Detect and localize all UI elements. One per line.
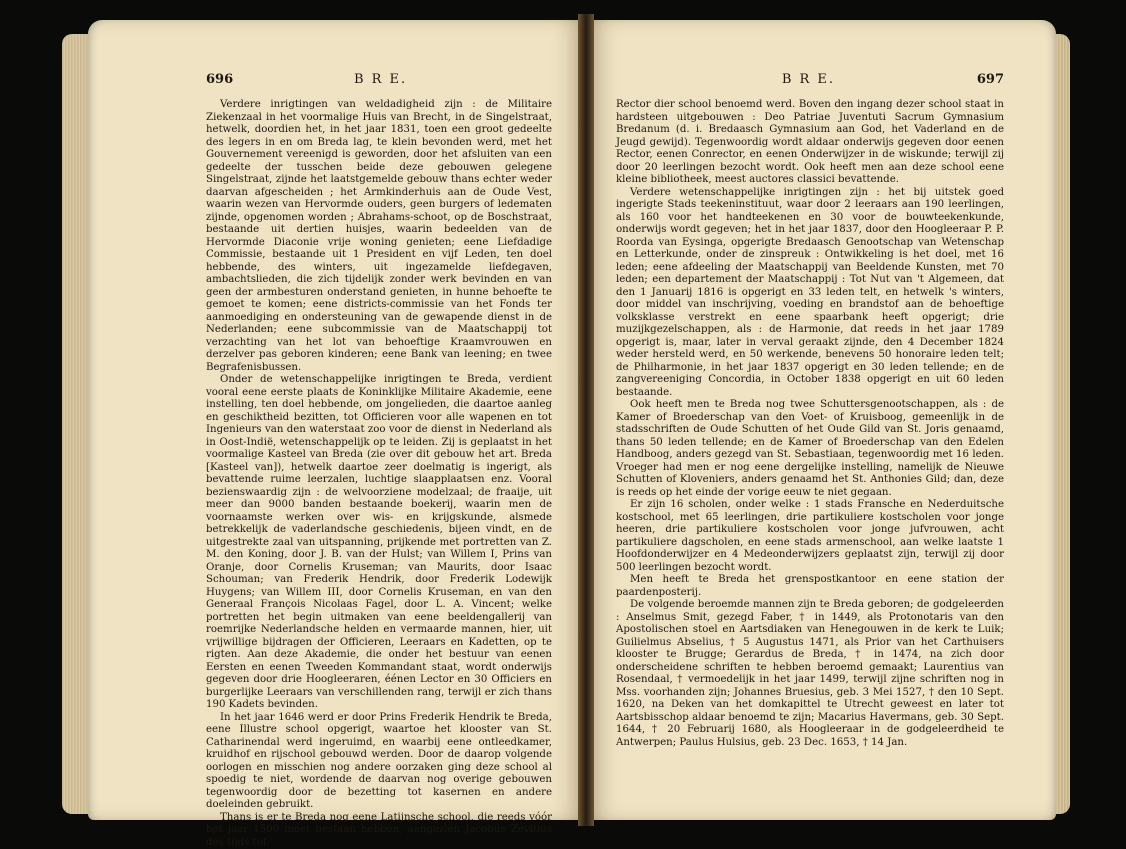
book-spine xyxy=(578,14,594,826)
running-head-left: B R E. xyxy=(354,72,407,87)
right-page xyxy=(586,20,1056,820)
page-number-right: 697 xyxy=(977,72,1004,87)
paragraph: Rector dier school benoemd werd. Boven den ingang dezer school staat in hardsteen uitgebouwen : Deo Patriae Juventuti Sacrum Gymnasium Bredanum (d. i. Bredaasch Gymnasium aan God, het Vaderland en de Jeugd gewijd). Tegenwoordig wordt aldaar onderwijs gegeven door eenen Rector, eenen Conrector, en eenen Onderwijzer in de wiskunde; terwijl zij door 20 leerlingen bezocht wordt. Ook heeft men aan deze school eene kleine bibliotheek, meest auctores classici bevattende. xyxy=(616,99,1004,187)
running-head-right: B R E. xyxy=(782,72,835,87)
running-header-left xyxy=(206,72,552,87)
paragraph: Ook heeft men te Breda nog twee Schuttersgenootschappen, als : de Kamer of Broederschap van den Voet- of Kruisboog, gemeenlijk in de stadsschriften de Oude Schutten of het Oude Gild van St. Joris genaamd, thans 50 leden tellende; en de Kamer of Broederschap van den Edelen Handboog, anders gezegd van St. Sebastiaan, tegenwoordig met 16 leden. Vroeger had men er nog eene dergelijke instelling, namelijk de Nieuwe Schutten of Kloveniers, anders genaamd het St. Anthonies Gild; dan, deze is reeds op het einde der vorige eeuw te niet gegaan. xyxy=(616,399,1004,499)
paragraph: Onder de wetenschappelijke inrigtingen te Breda, verdient vooral eene eerste plaats de Koninklijke Militaire Akademie, eene instelling, ten doel hebbende, om jongelieden, die daartoe aanleg en geschiktheid bezitten, tot Officieren voor alle wapenen en tot Ingenieurs van den waterstaat zoo voor de dienst in Nederland als in Oost-Indië, wetenschappelijk op te leiden. Zij is geplaatst in het voormalige Kasteel van Breda (zie over dit gebouw het art. Breda [Kasteel van]), hetwelk daartoe zeer doelmatig is ingerigt, als bevattende ruime leerzalen, luchtige slaapplaatsen enz. Vooral bezienswaardig zijn : de welvoorziene modelzaal; de fraaije, uit meer dan 9000 banden bestaande boekerij, waarin men de voornaamste werken over wis- en krijgskunde, alsmede betrekkelijk de vaderlandsche geschiedenis, bijeen vindt, en de uitgestrekte zaal van uitspanning, prijkende met portretten van Z. M. den Koning, door J. B. van der Hulst; van Willem I, Prins van Oranje, door Cornelis Kruseman; van Maurits, door Isaac Schouman; van Frederik Hendrik, door Frederik Lodewijk Huygens; van Willem III, door Cornelis Kruseman, en van den Generaal François Nicolaas Fagel, door L. A. Vincent; welke portretten het begin uitmaken van eene beeldengallerij van roemrijke Nederlandsche helden en vermaarde mannen, hier, uit vrijwillige bijdragen der Officieren, Leeraars en Kadetten, op te rigten. Aan deze Akademie, die onder het bestuur van eenen Eersten en eenen Tweeden Kommandant staat, wordt onderwijs gegeven door drie Hoogleeraren, éénen Lector en 30 Officiers en burgerlijke Leeraars van verschillenden rang, terwijl er zich thans 190 Kadets bevinden. xyxy=(206,374,552,712)
right-page-text xyxy=(616,99,1004,749)
paragraph: In het jaar 1646 werd er door Prins Frederik Hendrik te Breda, eene Illustre school opgerigt, waartoe het klooster van St. Catharinendal werd ingeruimd, en waarbij eene ontleedkamer, kruidhof en rijschool gebouwd werden. Door de daarop volgende oorlogen en misschien nog andere oorzaken ging deze school al spoedig te niet, wordende de daarvan nog overige gebouwen tegenwoordig door de bezetting tot kasernen en andere doeleinden gebruikt. xyxy=(206,712,552,812)
left-page-text xyxy=(206,99,552,849)
paragraph: Verdere inrigtingen van weldadigheid zijn : de Militaire Ziekenzaal in het voormalige Huis van Brecht, in de Singelstraat, hetwelk, doordien het, in het jaar 1831, toen een groot gedeelte des legers in en om Breda lag, te klein bevonden werd, met het Gouvernement vereenigd is geworden, door het afsluiten van een gedeelte der tusschen beide deze gebouwen gelegene Singelstraat, zijnde het laatstgemelde gebouw thans echter weder daarvan afgescheiden ; het Armkinderhuis aan de Oude Vest, waarin wezen van Hervormde ouders, geen burgers of ledematen zijnde, opgenomen worden ; Abrahams-schoot, op de Boschstraat, bestaande uit dertien huisjes, waarin bedeelden van de Hervormde Diaconie vrije woning genieten; eene Liefdadige Commissie, bestaande uit 1 President en vijf Leden, ten doel hebbende, des winters, uit ingezamelde liefdegaven, ambachtslieden, die zich tijdelijk zonder werk bevinden en van geen der armbesturen onderstand genieten, in hunne behoefte te gemoet te komen; eene districts-commissie van het Fonds ter aanmoediging en ondersteuning van de gewapende dienst in de Nederlanden; eene subcommissie van de Maatschappij tot verzachting van het lot van behoeftige Kraamvrouwen en derzelver pas geboren kinderen; eene Bank van leening; en twee Begrafenisbussen. xyxy=(206,99,552,374)
paragraph: Verdere wetenschappelijke inrigtingen zijn : het bij uitstek goed ingerigte Stads teekeninstituut, waar door 2 leeraars aan 190 leerlingen, als 160 voor het handteekenen en 30 voor de bouwteekenkunde, onderwijs wordt gegeven; het in het jaar 1837, door den Hoogleeraar P. P. Roorda van Eysinga, opgerigte Bredaasch Genootschap van Wetenschap en Letterkunde, onder de zinspreuk : Ontwikkeling is het doel, met 16 leden; eene afdeeling der Maatschappij van Beeldende Kunsten, met 70 leden; een departement der Maatschappij : Tot Nut van 't Algemeen, dat den 1 Januarij 1816 is opgerigt en 33 leden telt, en hetwelk 's winters, door middel van inschrijving, voeding en brandstof aan de behoeftige volksklasse verstrekt en eene spaarbank heeft opgerigt; drie muzijkgezelschappen, als : de Harmonie, dat reeds in het jaar 1789 opgerigt is, maar, later in verval geraakt zijnde, den 4 December 1824 weder hersteld werd, en 50 werkende, benevens 50 honoraire leden telt; de Philharmonie, in het jaar 1837 opgerigt en 30 leden tellende; en de zangvereeniging Concordia, in October 1838 opgerigt en uit 60 leden bestaande. xyxy=(616,187,1004,400)
running-header-right xyxy=(616,72,1004,87)
paragraph: Er zijn 16 scholen, onder welke : 1 stads Fransche en Nederduitsche kostschool, met 65 leerlingen, drie partikuliere kostscholen voor jonge heeren, drie partikuliere kostscholen voor jonge jufvrouwen, acht partikuliere dagscholen, en eene stads armenschool, aan welke laatste 1 Hoofdonderwijzer en 4 Medeonderwijzers geplaatst zijn, terwijl zij door 500 leerlingen bezocht wordt. xyxy=(616,499,1004,574)
paragraph: De volgende beroemde mannen zijn te Breda geboren; de godgeleerden : Anselmus Smit, gezegd Faber, † in 1449, als Protonotaris van den Apostolischen stoel en Aartsdiaken van Henegouwen in de kerk te Luik; Guilielmus Abselius, † 5 Augustus 1471, als Prior van het Carthuisers klooster te Brugge; Gerardus de Breda, † in 1474, na zich door onderscheidene schriften te hebben beroemd gemaakt; Laurentius van Rosendaal, † vermoedelijk in het jaar 1499, terwijl zijne schriften nog in Mss. voorhanden zijn; Johannes Bruesius, geb. 3 Mei 1527, † den 10 Sept. 1620, na Deken van het domkapittel te Utrecht geweest en later tot Aartsbisschop aldaar benoemd te zijn; Macarius Havermans, geb. 30 Sept. 1644, † 20 Februarij 1680, als Hoogleeraar in de godgeleerdheid te Antwerpen; Paulus Hulsius, geb. 23 Dec. 1653, † 14 Jan. xyxy=(616,599,1004,749)
paragraph: Thans is er te Breda nog eene Latijnsche school, die reeds vóór het jaar 1500 moet bestaan hebben, aangezien Jacobus Zevitius des tijds tot xyxy=(206,812,552,849)
left-page xyxy=(88,20,586,820)
page-number-left: 696 xyxy=(206,72,233,87)
paragraph: Men heeft te Breda het grenspostkantoor en eene station der paardenposterij. xyxy=(616,574,1004,599)
